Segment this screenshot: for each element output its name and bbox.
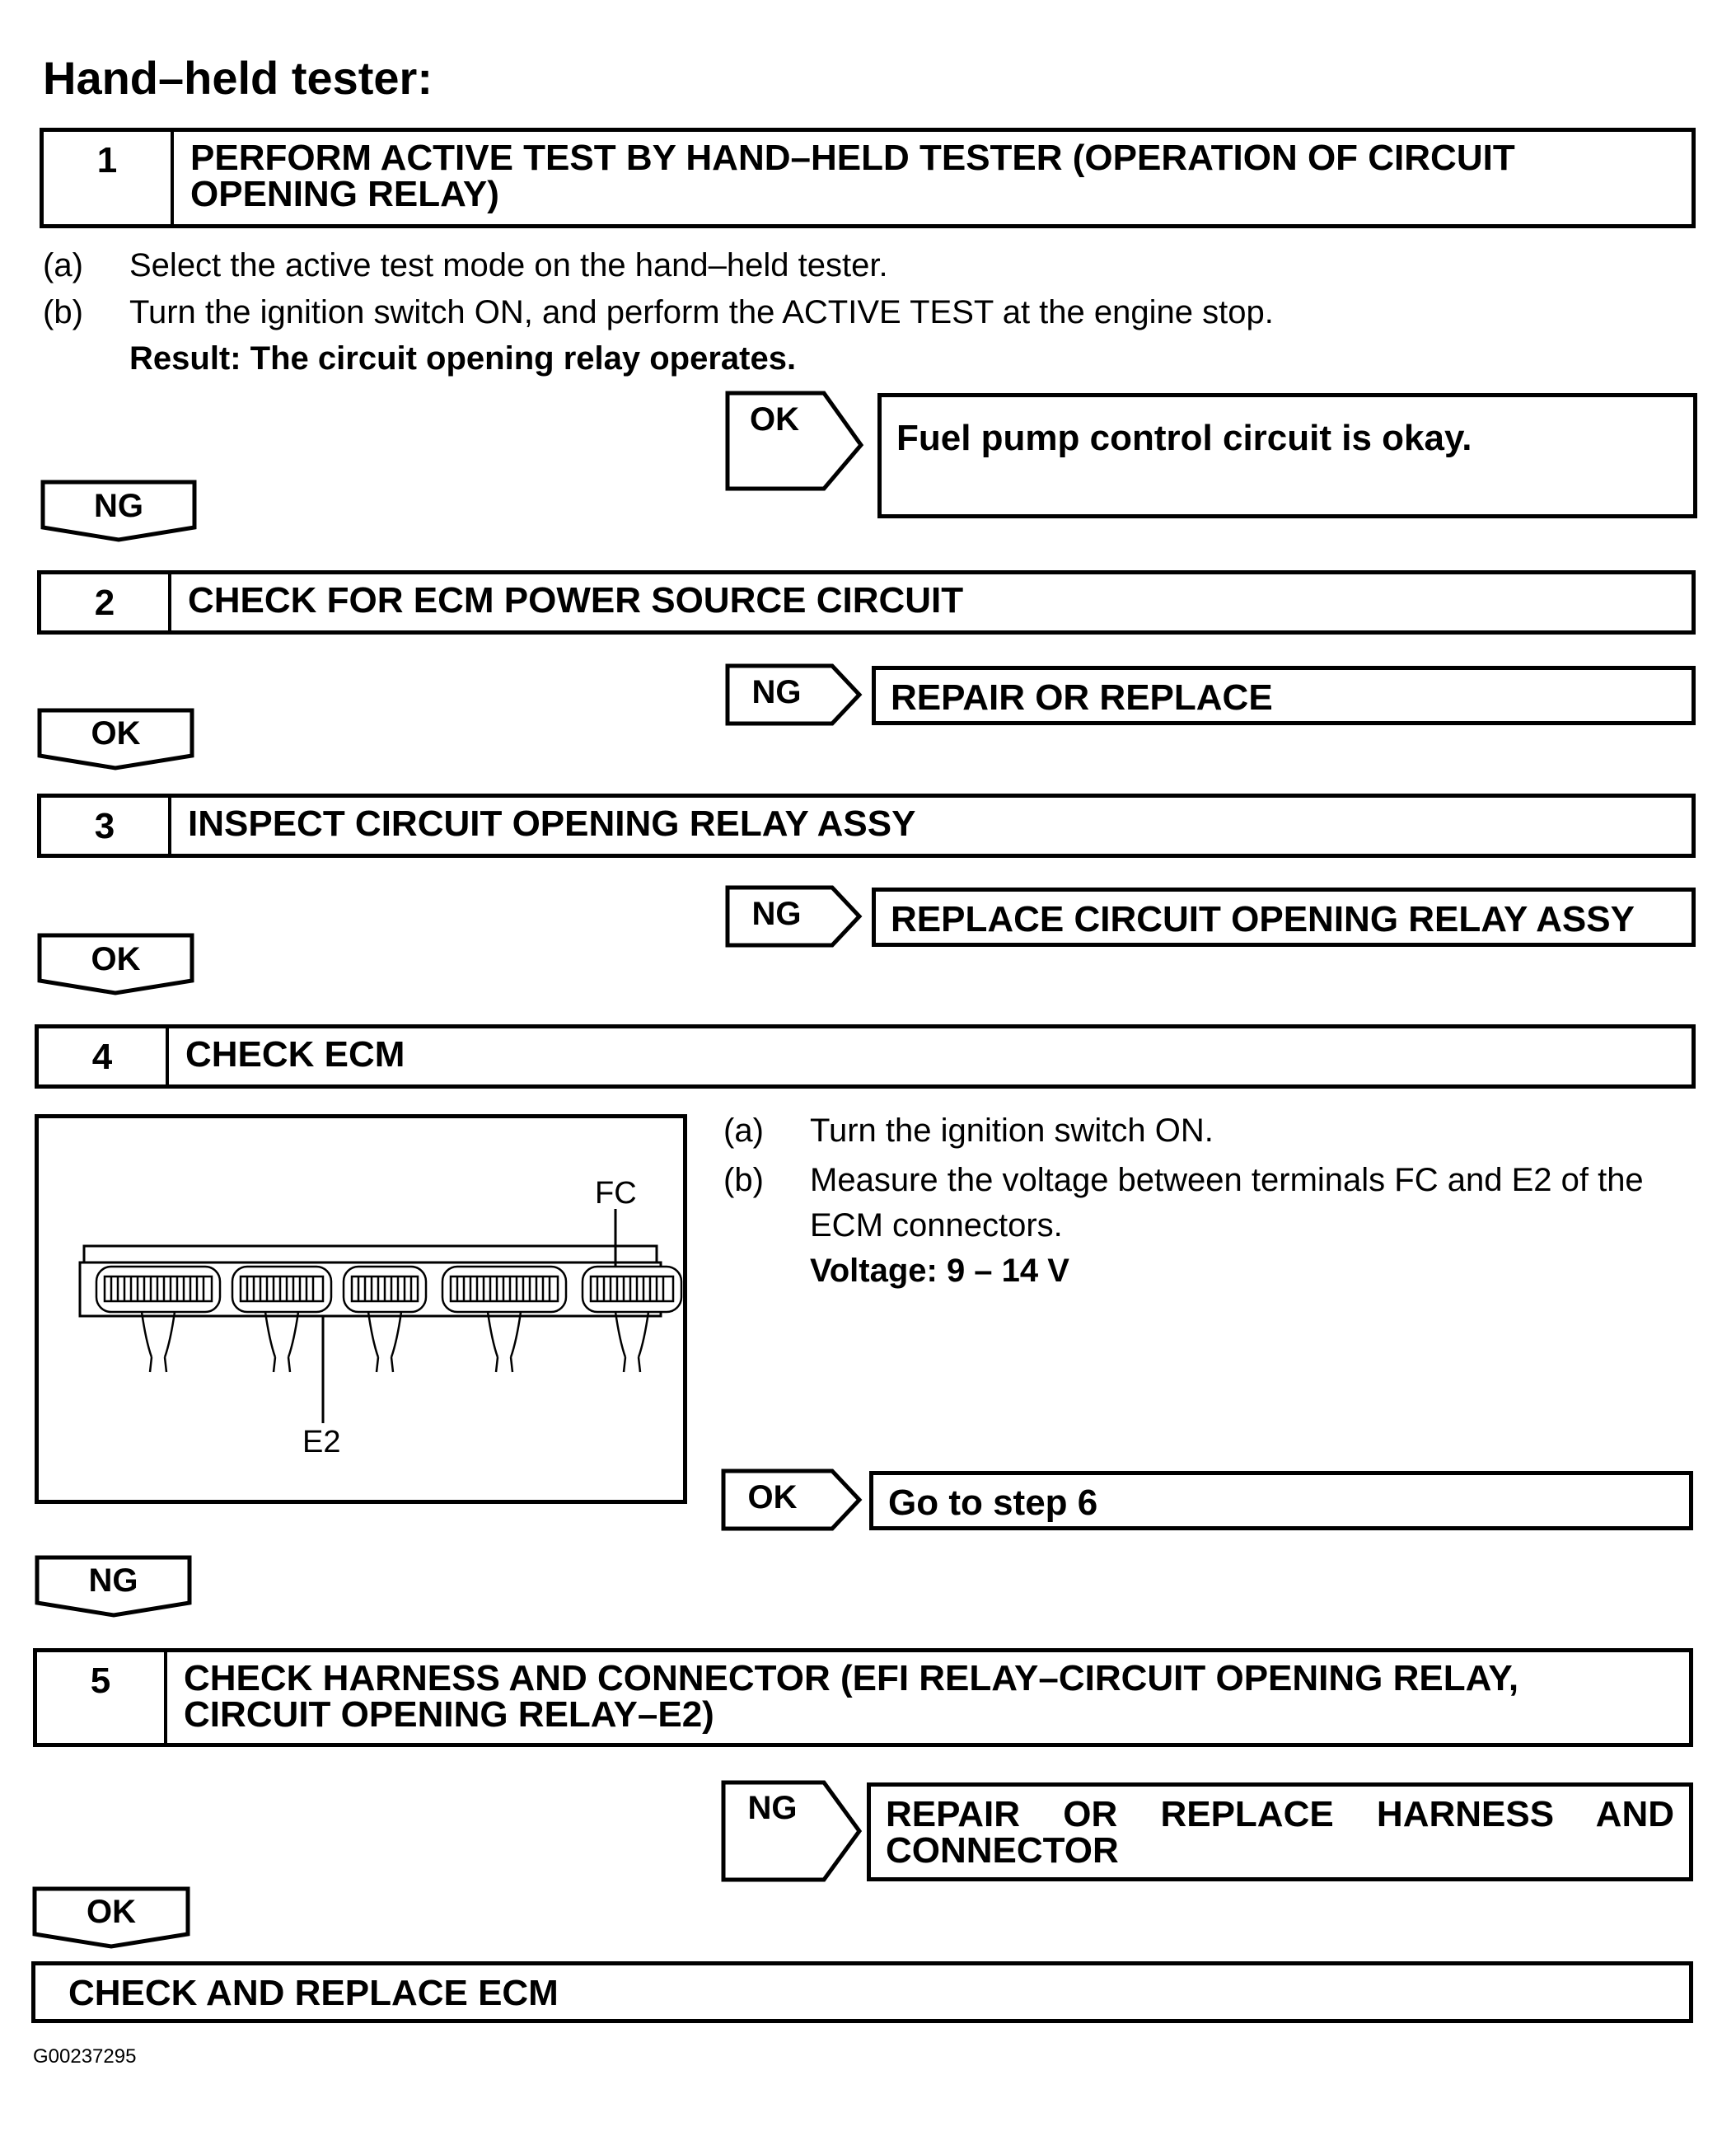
fc-label: FC bbox=[595, 1176, 637, 1211]
ng-tag: NG bbox=[88, 1562, 138, 1599]
step-title: CHECK ECM bbox=[185, 1034, 405, 1075]
step-title: CHECK FOR ECM POWER SOURCE CIRCUIT bbox=[188, 580, 964, 621]
instruction-label: (b) bbox=[723, 1162, 764, 1198]
step-number: 5 bbox=[37, 1652, 167, 1743]
instruction-text: Turn the ignition switch ON. bbox=[810, 1112, 1214, 1149]
ng-tag: NG bbox=[751, 674, 802, 710]
instruction-text: Select the active test mode on the hand–held tester. bbox=[129, 247, 888, 283]
instruction-text: Measure the voltage between terminals FC and E2 of the bbox=[810, 1162, 1644, 1198]
final-action-box: CHECK AND REPLACE ECM bbox=[31, 1961, 1693, 2023]
wire-bundle bbox=[488, 1312, 521, 1372]
result-text: Result: The circuit opening relay operates. bbox=[129, 340, 797, 377]
step-4-box bbox=[35, 1024, 1696, 1089]
step-number: 4 bbox=[39, 1028, 169, 1084]
wire-bundle bbox=[142, 1312, 175, 1372]
instruction-label: (a) bbox=[43, 247, 83, 283]
page-title: Hand–held tester: bbox=[43, 52, 433, 104]
ok-tag: OK bbox=[91, 941, 141, 977]
wire-bundle bbox=[615, 1312, 648, 1372]
step-number: 3 bbox=[41, 798, 171, 854]
instruction-label: (a) bbox=[723, 1112, 764, 1149]
ecm-connector-drawing bbox=[39, 1118, 691, 1508]
step-3-box bbox=[37, 794, 1696, 858]
ok-result-box: Go to step 6 bbox=[869, 1471, 1693, 1530]
instruction-text: Turn the ignition switch ON, and perform the ACTIVE TEST at the engine stop. bbox=[129, 294, 1274, 330]
ng-result-box: REPLACE CIRCUIT OPENING RELAY ASSY bbox=[872, 888, 1696, 947]
e2-label: E2 bbox=[302, 1425, 341, 1459]
ng-tag: NG bbox=[94, 488, 143, 524]
step-title: INSPECT CIRCUIT OPENING RELAY ASSY bbox=[188, 803, 916, 844]
ok-tag: OK bbox=[87, 1894, 136, 1930]
ng-tag: NG bbox=[751, 896, 802, 932]
ng-tag: NG bbox=[747, 1790, 798, 1826]
ok-tag: OK bbox=[747, 1479, 798, 1515]
ng-result-box: REPAIR OR REPLACE bbox=[872, 666, 1696, 725]
step-5-box bbox=[33, 1648, 1693, 1747]
ok-result-box: Fuel pump control circuit is okay. bbox=[877, 393, 1697, 518]
voltage-spec: Voltage: 9 – 14 V bbox=[810, 1253, 1069, 1289]
step-number: 1 bbox=[44, 132, 174, 224]
ok-tag: OK bbox=[750, 401, 799, 438]
step-title: CHECK HARNESS AND CONNECTOR (EFI RELAY–CIRCUIT OPENING RELAY, CIRCUIT OPENING RELAY–E2) bbox=[184, 1658, 1519, 1735]
step-2-box bbox=[37, 570, 1696, 635]
ng-result-box: REPAIR OR REPLACE HARNESS AND CONNECTOR bbox=[867, 1782, 1693, 1881]
wire-bundle bbox=[368, 1312, 401, 1372]
instruction-label: (b) bbox=[43, 294, 83, 330]
step-title: PERFORM ACTIVE TEST BY HAND–HELD TESTER (OPERATION OF CIRCUIT OPENING RELAY) bbox=[190, 138, 1515, 214]
ok-tag: OK bbox=[91, 715, 141, 752]
wire-bundle bbox=[265, 1312, 298, 1372]
figure-code: G00237295 bbox=[33, 2045, 137, 2068]
ecm-housing bbox=[84, 1246, 657, 1262]
ecm-connector-figure bbox=[35, 1114, 687, 1504]
instruction-b-continued: ECM connectors. bbox=[810, 1207, 1063, 1244]
connector-group bbox=[96, 1267, 681, 1372]
step-number: 2 bbox=[41, 574, 171, 630]
